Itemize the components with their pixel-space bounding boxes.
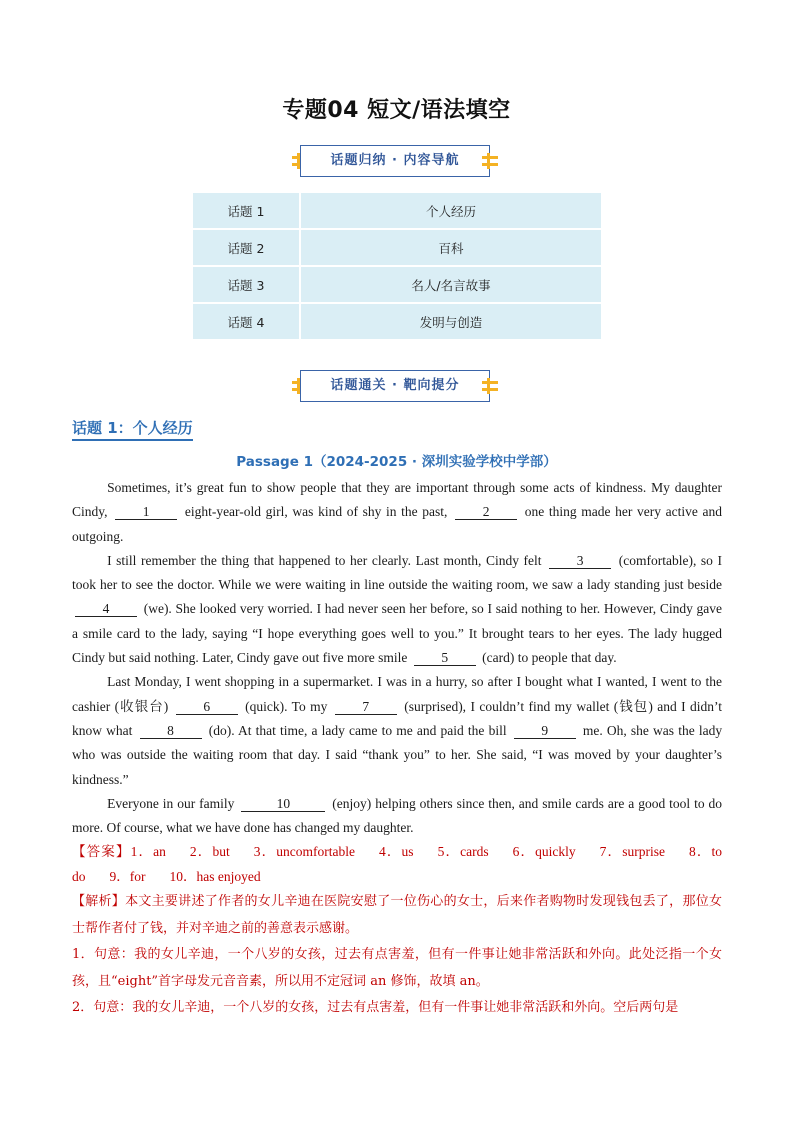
banner-label: 话题通关 · 靶向提分: [300, 370, 490, 402]
passage-body: [72, 476, 722, 1022]
banner-topic-practice: [290, 370, 502, 404]
topic-table: [193, 193, 601, 341]
answer-item: 7．surprise: [599, 844, 665, 860]
answer-item: 8．to do: [72, 844, 723, 884]
topic-name: 发明与创造: [300, 303, 601, 340]
answer-key: 【答案】1．an 2．but 3．uncomfortable 4．us 5．cards 6．quickly 7．surprise 8．to do 9．for 10．has enjoyed: [72, 844, 723, 884]
blank-5: 5: [414, 650, 476, 666]
answer-item: 10．has enjoyed: [169, 868, 261, 884]
table-row: [193, 193, 601, 229]
blank-1: 1: [115, 504, 177, 520]
answer-item: 2．but: [189, 844, 230, 860]
blank-8: 8: [140, 723, 202, 739]
answer-item: 9．for: [109, 868, 146, 884]
topic-name: 名人/名言故事: [300, 266, 601, 303]
topic-label: 话题 2: [193, 229, 300, 266]
blank-7: 7: [335, 699, 397, 715]
blank-3: 3: [549, 553, 611, 569]
topic-label: 话题 1: [193, 193, 300, 229]
answer-item: 3．uncomfortable: [253, 844, 355, 860]
topic-label: 话题 3: [193, 266, 300, 303]
paragraph: Everyone in our family 10 (enjoy) helping others since then, and smile cards are a good tool to do more. Of course, what we have done has changed my daughter.: [72, 795, 723, 836]
answer-item: 1．an: [130, 844, 166, 860]
passage-title: Passage 1（2024-2025 · 深圳实验学校中学部）: [236, 454, 557, 470]
banner-decoration-icon: [482, 153, 498, 169]
blank-10: 10: [241, 796, 325, 812]
blank-2: 2: [455, 504, 517, 520]
table-row: [193, 266, 601, 303]
table-row: [193, 229, 601, 266]
banner-label: 话题归纳 · 内容导航: [300, 145, 490, 177]
blank-4: 4: [75, 601, 137, 617]
topic-label: 话题 4: [193, 303, 300, 340]
table-row: [193, 303, 601, 340]
analysis-note-2: 2．句意：我的女儿辛迪，一个八岁的女孩，过去有点害羞，但有一件事让她非常活跃和外向。空后两句是: [72, 1000, 679, 1016]
blank-9: 9: [514, 723, 576, 739]
section-heading: 话题 1：个人经历: [72, 417, 193, 441]
topic-name: 百科: [300, 229, 601, 266]
blank-6: 6: [176, 699, 238, 715]
answer-item: 6．quickly: [512, 844, 576, 860]
paragraph: Last Monday, I went shopping in a supermarket. I was in a hurry, so after I bought what I wanted, I went to the cashier (收银台) 6 (quick). To my 7 (surprised), I couldn’t find my wallet (钱包) and I didn’t know what 8 (do). At that time, a lady came to me and paid the bill 9 me. Oh, she was the lady who was outside the waiting room that day. I said “thank you” to her. She said, “I was moved by your daughter’s kindness.”: [72, 674, 723, 787]
topic-name: 个人经历: [300, 193, 601, 229]
banner-decoration-icon: [482, 378, 498, 394]
paragraph: I still remember the thing that happened to her clearly. Last month, Cindy felt 3 (comfortable), so I took her to see the doctor. While we were waiting in line outside the waiting room, we saw a lady standing just beside 4 (we). She looked very worried. I had never seen her before, so I said nothing to her. However, Cindy gave a smile card to the lady, saying “I hope everything goes well to you.” It brought tears to her eyes. The lady hugged Cindy but said nothing. Later, Cindy gave out five more smile 5 (card) to people that day.: [72, 552, 723, 666]
analysis-note-1: 1．句意：我的女儿辛迪，一个八岁的女孩，过去有点害羞，但有一件事让她非常活跃和外向。此处泛指一个女孩，且“eight”首字母发元音音素，所以用不定冠词 an 修饰，故填 an。: [72, 947, 722, 989]
banner-topic-summary: [290, 145, 502, 179]
answer-item: 4．us: [379, 844, 414, 860]
page-title: 专题04 短文/语法填空: [282, 98, 511, 123]
paragraph: Sometimes, it’s great fun to show people that they are important through some acts of kindness. My daughter Cindy, 1 eight-year-old girl, was kind of shy in the past, 2 one thing made her very active and outgoing.: [72, 480, 723, 544]
answer-item: 5．cards: [437, 844, 489, 860]
analysis-summary: 【解析】本文主要讲述了作者的女儿辛迪在医院安慰了一位伤心的女士，后来作者购物时发现钱包丢了，那位女士帮作者付了钱，并对辛迪之前的善意表示感谢。: [72, 894, 722, 936]
